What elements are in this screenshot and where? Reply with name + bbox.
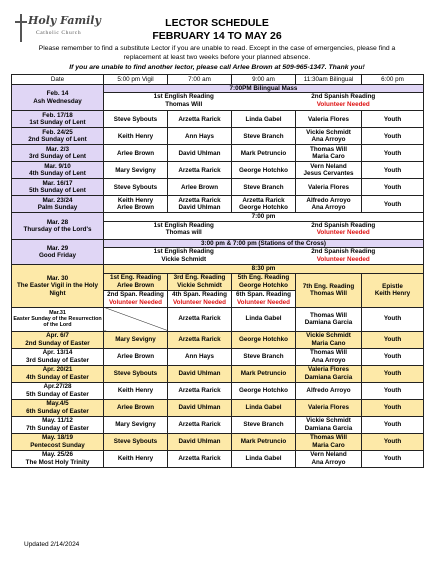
col-date: Date bbox=[12, 75, 104, 85]
table-row: 1st English Reading Thomas Will 2nd Spanish Reading Volunteer Needed bbox=[12, 93, 424, 111]
date-cell: Mar. 16/17 5th Sunday of Lent bbox=[12, 179, 104, 196]
table-row: Mar.31 Easter Sunday of the Resurrection of the Lord Arzetta Rarick Linda Gabel Thomas Will Damiana Garcia Youth bbox=[12, 307, 424, 331]
date-cell: May. 18/19 Pentecost Sunday bbox=[12, 433, 104, 450]
logo-subtitle: Catholic Church bbox=[36, 30, 82, 36]
date-cell: Mar. 9/10 4th Sunday of Lent bbox=[12, 162, 104, 179]
no-mass-cell bbox=[104, 307, 168, 331]
date-cell: Feb. 14 Ash Wednesday bbox=[12, 85, 104, 111]
table-row: Mar. 30 The Easter Vigil in the Holy Night 8:30 pm bbox=[12, 265, 424, 273]
col-1130: 11:30am Bilingual bbox=[296, 75, 362, 85]
date-cell: Mar. 2/3 3rd Sunday of Lent bbox=[12, 145, 104, 162]
table-row: 1st Eng. Reading Arlee Brown 3rd Eng. Reading Vickie Schmidt 5th Eng. Reading George Hotchko 7th Eng. Reading Thomas Will Epistle Keith Henry bbox=[12, 273, 424, 290]
table-row: Apr.27/28 5th Sunday of Easter Keith Henry Arzetta Rarick George Hotchko Alfredo Arroyo Youth bbox=[12, 382, 424, 399]
table-row: Apr. 20/21 4th Sunday of Easter Steve Sybouts David Uhlman Mark Petruncio Valeria Flores Damiana Garcia Youth bbox=[12, 365, 424, 382]
table-row: Feb. 24/25 2nd Sunday of Lent Keith Henry Ann Hays Steve Branch Vickie Schmidt Ana Arroyo Youth bbox=[12, 128, 424, 145]
table-row: 1st English Reading Thomas will 2nd Spanish Reading Volunteer Needed bbox=[12, 221, 424, 239]
date-cell: May. 11/12 7th Sunday of Easter bbox=[12, 416, 104, 433]
table-row: May.4/5 6th Sunday of Easter Arlee Brown David Uhlman Linda Gabel Valeria Flores Youth bbox=[12, 399, 424, 416]
date-cell: Feb. 24/25 2nd Sunday of Lent bbox=[12, 128, 104, 145]
logo-name: Holy Family bbox=[28, 14, 101, 27]
table-row: Mar. 28 Thursday of the Lord's 7:00 pm bbox=[12, 213, 424, 221]
table-row: 2nd Span. Reading Volunteer Needed 4th Span. Reading Volunteer Needed 6th Span. Reading Volunteer Needed bbox=[12, 290, 424, 307]
date-cell: Apr. 6/7 2nd Sunday of Easter bbox=[12, 331, 104, 348]
table-row: May. 18/19 Pentecost Sunday Steve Sybouts David Uhlman Mark Petruncio Thomas Will Maria Caro Youth bbox=[12, 433, 424, 450]
page-subtitle: FEBRUARY 14 TO MAY 26 bbox=[152, 30, 282, 42]
table-row: May. 25/26 The Most Holy Trinity Keith Henry Arzetta Rarick Linda Gabel Vern Neland Ana Arroyo Youth bbox=[12, 450, 424, 467]
table-row: Apr. 13/14 3rd Sunday of Easter Arlee Brown Ann Hays Steve Branch Thomas Will Ana Arroyo Youth bbox=[12, 348, 424, 365]
mass-time: 7:00PM Bilingual Mass bbox=[104, 85, 424, 93]
date-cell: Apr. 20/21 4th Sunday of Easter bbox=[12, 365, 104, 382]
col-vigil: 5:00 pm Vigil bbox=[104, 75, 168, 85]
page-title: LECTOR SCHEDULE bbox=[165, 17, 269, 29]
table-row: Mar. 23/24 Palm Sunday Keith Henry Arlee Brown Arzetta Rarick David Uhlman Arzetta Rarick George Hotchko Alfredo Arroyo Ana Arroyo Youth bbox=[12, 196, 424, 213]
date-cell: Mar.31 Easter Sunday of the Resurrection of the Lord bbox=[12, 307, 104, 331]
date-cell: Mar. 29 Good Friday bbox=[12, 239, 104, 264]
date-cell: May.4/5 6th Sunday of Easter bbox=[12, 399, 104, 416]
table-row: Apr. 6/7 2nd Sunday of Easter Mary Sevigny Arzetta Rarick George Hotchko Vickie Schmidt Maria Cano Youth bbox=[12, 331, 424, 348]
callout-text: If you are unable to find another lector, please call Arlee Brown at 509-965-1347. Thank you! bbox=[69, 64, 365, 71]
date-cell: Mar. 23/24 Palm Sunday bbox=[12, 196, 104, 213]
col-9am: 9:00 am bbox=[232, 75, 296, 85]
schedule-table bbox=[11, 74, 424, 468]
col-7am: 7:00 am bbox=[168, 75, 232, 85]
col-6pm: 6:00 pm bbox=[362, 75, 424, 85]
date-cell: Mar. 28 Thursday of the Lord's bbox=[12, 213, 104, 239]
header-row bbox=[12, 75, 424, 85]
table-row: Mar. 9/10 4th Sunday of Lent Mary Sevigny Arzetta Rarick George Hotchko Vern Neland Jesus Cervantes Youth bbox=[12, 162, 424, 179]
date-cell: Feb. 17/18 1st Sunday of Lent bbox=[12, 111, 104, 128]
date-cell: Mar. 30 The Easter Vigil in the Holy Night bbox=[12, 265, 104, 307]
table-row: Feb. 17/18 1st Sunday of Lent Steve Sybouts Arzetta Rarick Linda Gabel Valeria Flores Youth bbox=[12, 111, 424, 128]
date-cell: Apr.27/28 5th Sunday of Easter bbox=[12, 382, 104, 399]
table-row: 1st English Reading Vickie Schmidt 2nd Spanish Reading Volunteer Needed bbox=[12, 248, 424, 265]
table-row: May. 11/12 7th Sunday of Easter Mary Sevigny Arzetta Rarick Steve Branch Vickie Schmidt Damiana Garcia Youth bbox=[12, 416, 424, 433]
updated-note: Updated 2/14/2024 bbox=[24, 541, 80, 548]
intro-text: Please remember to find a substitute Lector if you are unable to read. Except in the case of emergencies, please find a replacement at least two weeks before your planned absence. bbox=[38, 45, 396, 61]
date-cell: Apr. 13/14 3rd Sunday of Easter bbox=[12, 348, 104, 365]
table-row: Mar. 16/17 5th Sunday of Lent Steve Sybouts Arlee Brown Steve Branch Valeria Flores Youth bbox=[12, 179, 424, 196]
table-row: Mar. 2/3 3rd Sunday of Lent Arlee Brown David Uhlman Mark Petruncio Thomas Will Maria Caro Youth bbox=[12, 145, 424, 162]
table-row: Mar. 29 Good Friday 3:00 pm & 7:00 pm (Stations of the Cross) bbox=[12, 239, 424, 247]
table-row bbox=[12, 85, 424, 93]
date-cell: May. 25/26 The Most Holy Trinity bbox=[12, 450, 104, 467]
